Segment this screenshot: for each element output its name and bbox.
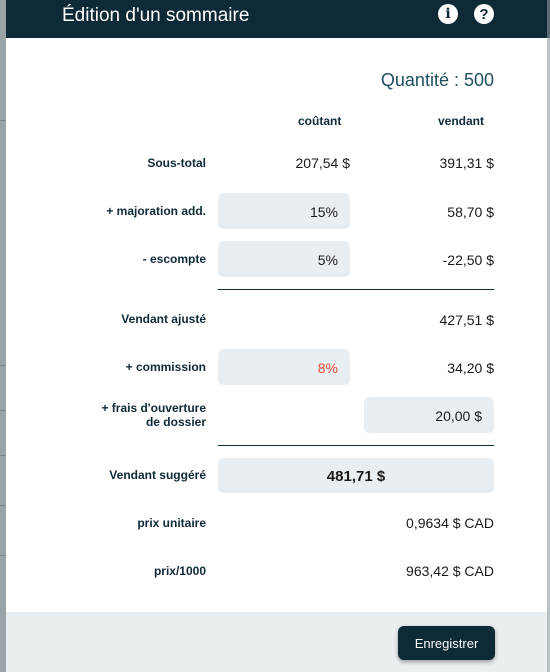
adjusted-sell: 427,51 $ [439, 312, 494, 328]
modal-header [6, 0, 547, 38]
modal-title: Édition d'un sommaire [62, 5, 250, 26]
markup-percent-input[interactable]: 15% [218, 193, 350, 229]
summary-edit-modal [6, 0, 547, 672]
suggested-label: Vendant suggéré [109, 468, 206, 482]
discount-label: - escompte [142, 252, 206, 266]
column-header-cost: coûtant [298, 114, 342, 128]
divider [218, 445, 494, 446]
commission-percent-input[interactable]: 8% [218, 349, 350, 385]
per-thousand-label: prix/1000 [153, 564, 206, 578]
file-fee-input[interactable]: 20,00 $ [364, 397, 494, 433]
per-thousand-value: 963,42 $ CAD [406, 563, 494, 579]
commission-label: + commission [125, 360, 206, 374]
unit-price-label: prix unitaire [137, 516, 206, 530]
info-icon[interactable]: i [438, 4, 458, 24]
markup-sell: 58,70 $ [447, 204, 494, 220]
adjusted-label: Vendant ajusté [121, 312, 206, 326]
file-fee-label-line1: + frais d'ouverture [101, 401, 206, 415]
unit-price-value: 0,9634 $ CAD [406, 515, 494, 531]
discount-percent-input[interactable]: 5% [218, 241, 350, 277]
commission-sell: 34,20 $ [447, 360, 494, 376]
subtotal-cost: 207,54 $ [295, 155, 350, 171]
save-button[interactable]: Enregistrer [398, 626, 495, 660]
help-icon[interactable]: ? [474, 4, 494, 24]
column-header-sell: vendant [438, 114, 485, 128]
subtotal-label: Sous-total [147, 156, 206, 170]
subtotal-sell: 391,31 $ [439, 155, 494, 171]
discount-sell: -22,50 $ [442, 252, 494, 268]
suggested-total: 481,71 $ [218, 458, 494, 493]
markup-label: + majoration add. [106, 204, 206, 218]
divider [218, 289, 494, 290]
file-fee-label [6, 401, 206, 429]
file-fee-label-line2: de dossier [145, 415, 206, 429]
quantity-display: Quantité : 500 [380, 70, 494, 90]
